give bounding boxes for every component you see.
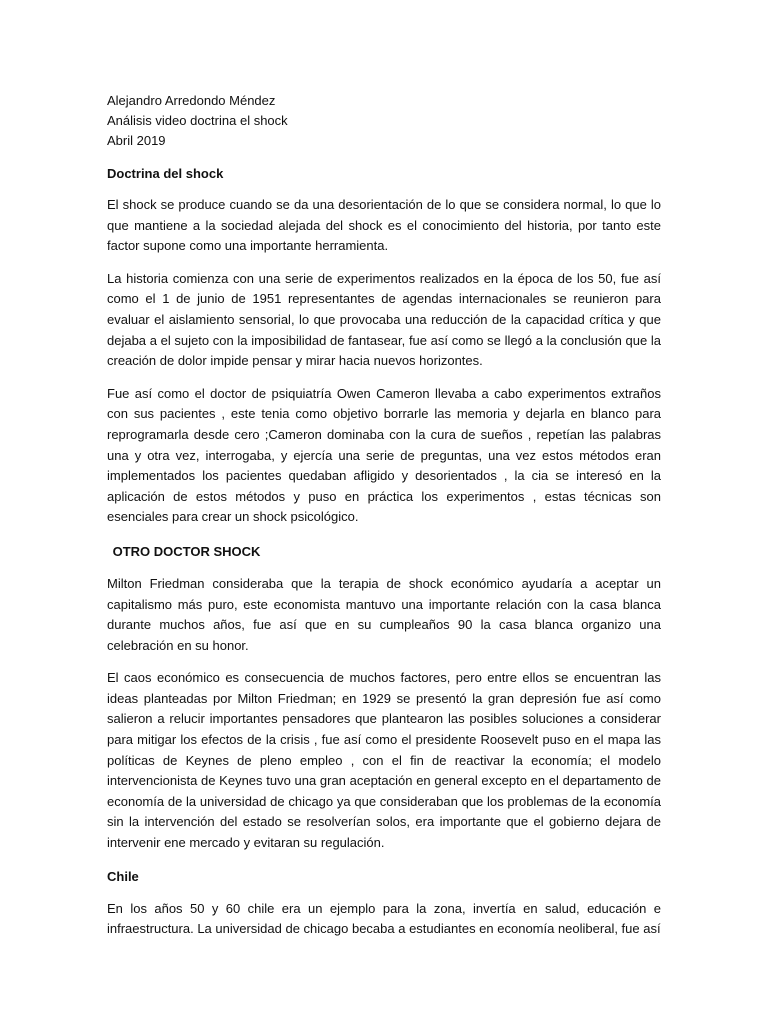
paragraph-5: El caos económico es consecuencia de muchos factores, pero entre ellos se encuentran las ideas planteadas por Milton Friedman; en 1929 se presentó la gran depresión fue así como salieron a relucir importantes pensadores que plantearon las posibles soluciones a considerar para mitigar los efectos de la crisis , fue así como el presidente Roosevelt puso en el mapa las políticas de Keynes de pleno empleo , con el fin de reactivar la economía; el modelo intervencionista de Keynes tuvo una gran aceptación en general excepto en el departamento de economía de la universidad de chicago ya que consideraban que los problemas de la economía sin la intervención del estado se resolverían solos, era importante que el gobierno dejara de intervenir ene mercado y evitaran su regulación. — [107, 670, 661, 851]
paragraph-4: Milton Friedman consideraba que la terapia de shock económico ayudaría a aceptar un capitalismo más puro, este economista mantuvo una importante relación con la casa blanca durante muchos años, fue así que en su cumpleaños 90 la casa blanca organizo una celebración en su honor. — [107, 575, 661, 653]
document-page — [107, 91, 661, 940]
subject-line: Análisis video doctrina el shock — [107, 113, 288, 128]
section-title-chile: Chile — [107, 868, 139, 884]
paragraph-3: Fue así como el doctor de psiquiatría Owen Cameron llevaba a cabo experimentos extraños con sus pacientes , este tenia como objetivo borrarle las memoria y dejarla en blanco para reprogramarla desde cero ;Cameron dominaba con la cura de sueños , repetían las palabras una y otra vez, interrogaba, y ejercía una serie de preguntas, una vez estos métodos eran implementados los pacientes quedaban afligido y desorientados , la cia se interesó en la aplicación de estos métodos y puso en práctica los experimentos , estas técnicas son esenciales para crear un shock psicológico. — [107, 385, 661, 525]
section-title-doctrina: Doctrina del shock — [107, 166, 224, 181]
date-line: Abril 2019 — [107, 133, 166, 148]
paragraph-1: El shock se produce cuando se da una desorientación de lo que se considera normal, lo que lo que mantiene a la sociedad alejada del shock es el conocimiento del historia, por tanto este factor supone como una importante herramienta. — [107, 197, 661, 254]
section-title-otro-doctor: OTRO DOCTOR SHOCK — [109, 543, 261, 559]
author-line: Alejandro Arredondo Méndez — [107, 93, 276, 108]
paragraph-6: En los años 50 y 60 chile era un ejemplo para la zona, invertía en salud, educación e infraestructura. La universidad de chicago becaba a estudiantes en economía neoliberal, fue así — [107, 900, 661, 937]
paragraph-2: La historia comienza con una serie de experimentos realizados en la época de los 50, fue así como el 1 de junio de 1951 representantes de agendas internacionales se reunieron para evaluar el aislamiento sensorial, lo que provocaba una reducción de la capacidad crítica y que dejaba a el sujeto con la imposibilidad de fantasear, fue así como se llegó a la conclusión que la creación de dolor impide pensar y mirar hacia nuevos horizontes. — [107, 270, 661, 369]
